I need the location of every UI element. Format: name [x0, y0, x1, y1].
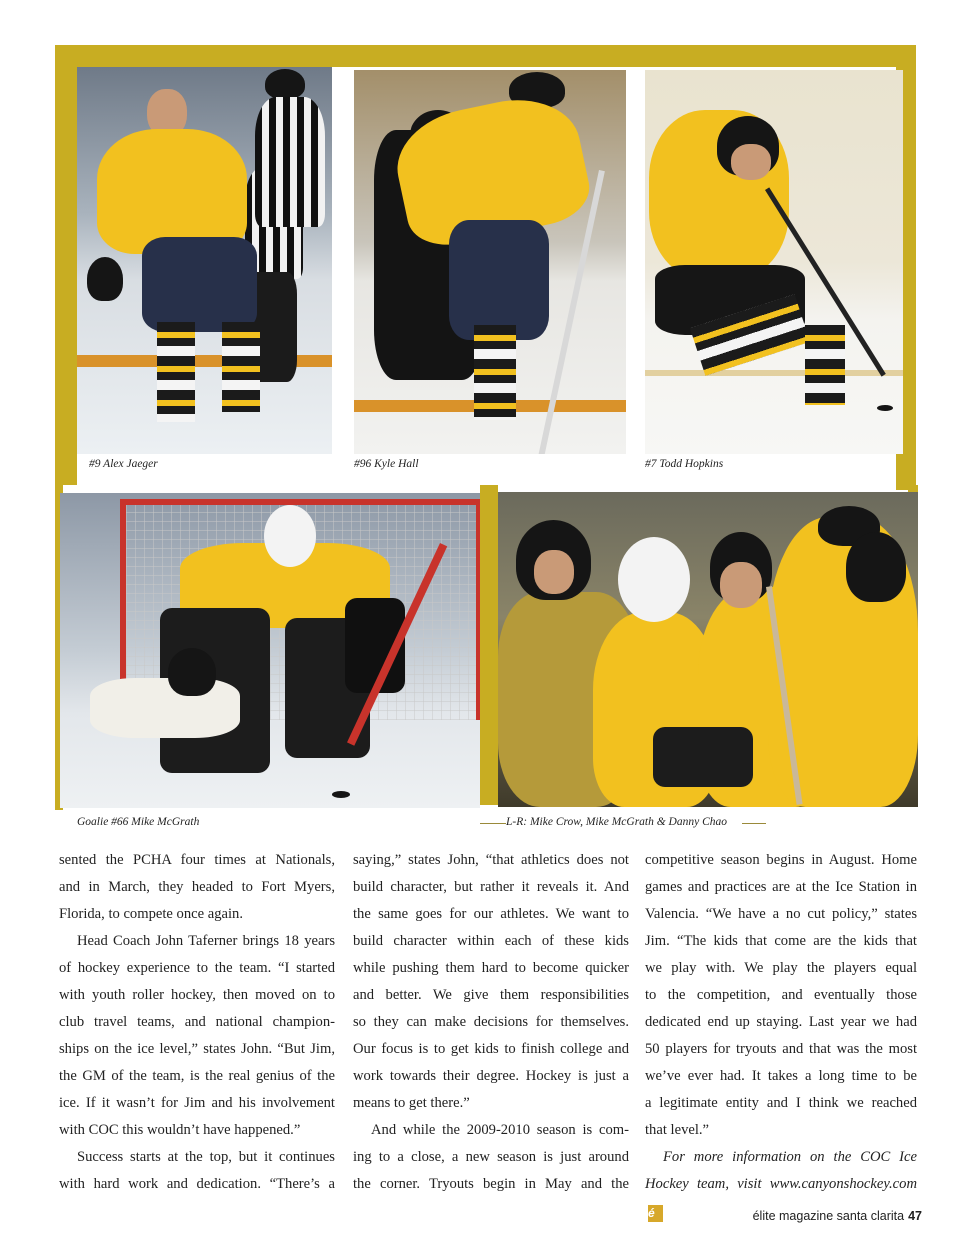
article-column-2: [353, 847, 629, 1198]
text-line: And while the 2009-2010 season is com-: [371, 1122, 629, 1138]
text-line: ships on the ice level,” states John. “But Jim,: [59, 1041, 335, 1057]
text-line: that level.”: [645, 1122, 710, 1138]
text-line: with COC this wouldn’t have happened.”: [59, 1122, 301, 1138]
text-line: Our focus is to get kids to finish college and: [353, 1041, 629, 1057]
text-line: Success starts at the top, but it continues: [77, 1149, 335, 1165]
text-line: means to get there.”: [353, 1095, 470, 1111]
text-line: Jim. “The kids that come are the kids that: [645, 933, 917, 949]
page-number: 47: [908, 1209, 922, 1223]
decorative-frame-top: [55, 45, 915, 67]
text-line: the GM of the team, is the real genius of the: [59, 1068, 335, 1084]
text-line: and in March, they headed to Fort Myers,: [59, 879, 335, 895]
photo-alex-jaeger: [77, 67, 332, 454]
text-line: work towards their degree. Hockey is just a: [353, 1068, 629, 1084]
text-line: Valencia. “We have a no cut policy,” states: [645, 906, 917, 922]
text-line: dedicated end up staying. Last year we had: [645, 1014, 917, 1030]
text-line: saying,” states John, “that athletics does not: [353, 852, 629, 868]
article-column-3: [645, 847, 917, 1225]
text-line: so they can make decisions for themselves.: [353, 1014, 629, 1030]
caption-rule: [742, 823, 766, 824]
text-line: 50 players for tryouts and that was the most: [645, 1041, 917, 1057]
photo-goalie-mike-mcgrath: [60, 493, 480, 808]
text-line: a legitimate entity and I think we reached: [645, 1095, 917, 1111]
text-line: and better. We give them responsibilities: [353, 987, 629, 1003]
text-line: we’ve ever had. It takes a long time to be: [645, 1068, 917, 1084]
photo-kyle-hall: [354, 70, 626, 454]
caption-kyle-hall: #96 Kyle Hall: [354, 458, 419, 470]
caption-todd-hopkins: #7 Todd Hopkins: [645, 458, 724, 470]
caption-alex-jaeger: #9 Alex Jaeger: [89, 458, 158, 470]
photo-group-crow-mcgrath-chao: [498, 492, 918, 807]
caption-group: L-R: Mike Crow, Mike McGrath & Danny Chao: [506, 816, 728, 828]
text-line: club travel teams, and national champion-: [59, 1014, 335, 1030]
caption-goalie: Goalie #66 Mike McGrath: [77, 816, 200, 828]
text-line: to the competition, and eventually those: [645, 987, 917, 1003]
text-line: Florida, to compete once again.: [59, 906, 243, 922]
text-line: games and practices are at the Ice Station in: [645, 879, 917, 895]
text-line: ing to a close, a new season is just around: [353, 1149, 629, 1165]
text-line: Head Coach John Taferner brings 18 years: [77, 933, 335, 949]
caption-rule: [480, 823, 506, 824]
elite-end-mark-icon: é: [648, 1205, 663, 1222]
text-line: while pushing them hard to become quicker: [353, 960, 629, 976]
text-line: build character within each of these kids: [353, 933, 629, 949]
text-line: with hard work and dedication. “There’s a: [59, 1176, 335, 1192]
text-line: sented the PCHA four times at Nationals,: [59, 852, 335, 868]
page-footer: [753, 1209, 922, 1223]
decorative-frame-left: [55, 45, 77, 485]
text-line: competitive season begins in August. Home: [645, 852, 917, 868]
text-line: For more information on the COC Ice: [663, 1149, 917, 1165]
text-line: the corner. Tryouts begin in May and the: [353, 1176, 629, 1192]
magazine-name: élite magazine santa clarita: [752, 1209, 905, 1223]
text-line: we play with. We play the players equal: [645, 960, 917, 976]
article-column-1: [59, 847, 335, 1198]
website-text: Hockey team, visit www.canyonshockey.com: [645, 1176, 917, 1192]
text-line: build character, but rather it reveals it. And: [353, 879, 629, 895]
text-line: the same goes for our athletes. We want to: [353, 906, 629, 922]
photo-todd-hopkins: [645, 70, 903, 454]
text-line: of hockey experience to the team. “I started: [59, 960, 335, 976]
text-line: ice. If it wasn’t for Jim and his involvement: [59, 1095, 335, 1111]
text-line: with youth roller hockey, then moved on to: [59, 987, 335, 1003]
decorative-frame-middle: [480, 485, 498, 805]
